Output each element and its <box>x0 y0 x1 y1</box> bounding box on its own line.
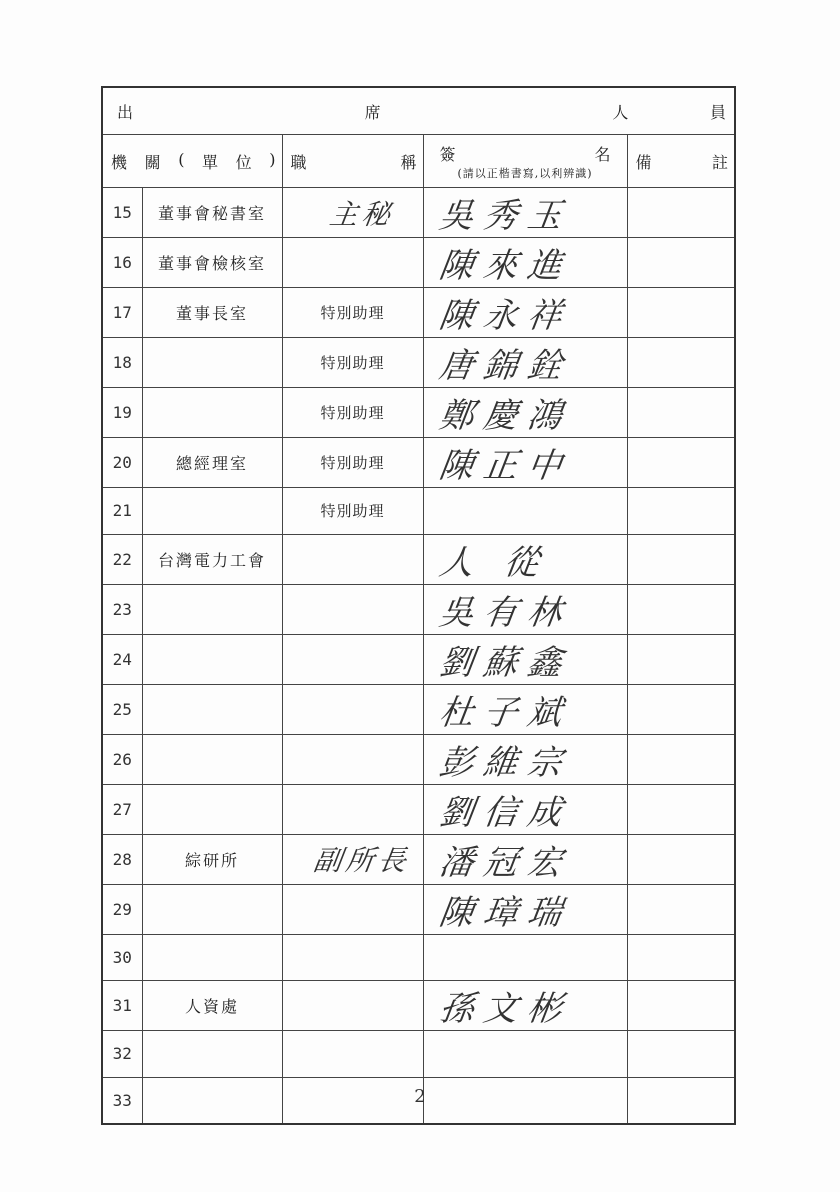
title-cell <box>282 634 423 684</box>
unit-cell <box>142 884 282 934</box>
title-cell: 特別助理 <box>282 288 423 338</box>
remark-cell <box>627 734 735 784</box>
title-header-char: 稱 <box>400 152 417 172</box>
table-row <box>102 338 735 388</box>
row-number: 25 <box>102 684 142 734</box>
table-row <box>102 584 735 634</box>
row-number: 16 <box>102 238 142 288</box>
remark-cell <box>627 388 735 438</box>
table-row <box>102 684 735 734</box>
title-cell <box>282 734 423 784</box>
unit-cell: 綜研所 <box>142 834 282 884</box>
remark-cell <box>627 784 735 834</box>
remark-cell <box>627 584 735 634</box>
signature-cell <box>423 288 627 338</box>
remark-cell <box>627 188 735 238</box>
row-number: 17 <box>102 288 142 338</box>
row-number: 15 <box>102 188 142 238</box>
remark-cell <box>627 438 735 488</box>
attendees-header-row <box>102 87 735 135</box>
unit-header-char: 機 <box>111 152 128 172</box>
remark-cell <box>627 338 735 388</box>
column-header-remark <box>627 135 735 188</box>
remark-cell <box>627 488 735 535</box>
row-number: 18 <box>102 338 142 388</box>
table-row <box>102 934 735 981</box>
unit-header-char: ( <box>178 149 185 169</box>
unit-cell <box>142 1031 282 1078</box>
table-row <box>102 238 735 288</box>
unit-cell <box>142 784 282 834</box>
row-number: 20 <box>102 438 142 488</box>
remark-header-char: 備 <box>635 152 652 172</box>
handwritten-signature: 陳正中 <box>436 446 574 486</box>
remark-cell <box>627 884 735 934</box>
column-header-signature <box>423 135 627 188</box>
handwritten-title: 副所長 <box>310 844 412 877</box>
attend-char: 出 <box>117 102 134 122</box>
title-cell: 特別助理 <box>282 488 423 535</box>
signature-cell <box>423 438 627 488</box>
unit-cell <box>142 338 282 388</box>
column-header-row <box>102 135 735 188</box>
table-row <box>102 388 735 438</box>
title-header-char: 職 <box>290 152 307 172</box>
attend-char: 人 <box>612 102 629 122</box>
title-cell: 特別助理 <box>282 438 423 488</box>
unit-cell <box>142 388 282 438</box>
signature-cell <box>423 884 627 934</box>
unit-cell <box>142 684 282 734</box>
handwritten-signature: 劉蘇鑫 <box>436 642 574 683</box>
column-header-unit <box>102 135 282 188</box>
unit-cell <box>142 488 282 535</box>
unit-header-char: 關 <box>144 152 161 172</box>
title-cell <box>282 684 423 734</box>
remark-cell <box>627 684 735 734</box>
title-cell <box>282 934 423 981</box>
signature-cell <box>423 488 627 535</box>
remark-cell <box>627 534 735 584</box>
handwritten-title: 主秘 <box>326 197 396 231</box>
signature-cell <box>423 534 627 584</box>
unit-cell <box>142 584 282 634</box>
remark-cell <box>627 238 735 288</box>
remark-cell <box>627 288 735 338</box>
signature-cell <box>423 388 627 438</box>
handwritten-signature: 潘冠宏 <box>436 842 574 883</box>
attendance-table <box>101 86 736 1125</box>
unit-cell: 總經理室 <box>142 438 282 488</box>
signature-cell <box>423 684 627 734</box>
remark-cell <box>627 981 735 1031</box>
signature-cell <box>423 634 627 684</box>
unit-cell: 董事會秘書室 <box>142 188 282 238</box>
title-cell <box>282 584 423 634</box>
row-number: 27 <box>102 784 142 834</box>
column-header-title <box>282 135 423 188</box>
row-number: 19 <box>102 388 142 438</box>
title-cell <box>282 1031 423 1078</box>
row-number: 23 <box>102 584 142 634</box>
signature-cell <box>423 584 627 634</box>
handwritten-signature: 吳有林 <box>436 592 574 633</box>
table-row <box>102 834 735 884</box>
attend-char: 席 <box>364 102 381 122</box>
unit-cell: 台灣電力工會 <box>142 534 282 584</box>
table-row <box>102 488 735 535</box>
remark-cell <box>627 834 735 884</box>
unit-header-char: 位 <box>235 152 252 172</box>
row-number: 21 <box>102 488 142 535</box>
attend-char: 員 <box>709 102 726 122</box>
handwritten-signature: 陳永祥 <box>436 296 574 336</box>
title-cell <box>282 238 423 288</box>
page-number: 2 <box>414 1086 426 1107</box>
signature-cell <box>423 1031 627 1078</box>
handwritten-signature: 杜子斌 <box>436 692 574 733</box>
remark-header-char: 註 <box>712 152 729 172</box>
unit-cell: 董事會檢核室 <box>142 238 282 288</box>
signature-cell <box>423 734 627 784</box>
row-number: 24 <box>102 634 142 684</box>
handwritten-signature: 彭維宗 <box>436 742 574 783</box>
table-row <box>102 1031 735 1078</box>
title-cell <box>282 834 423 884</box>
handwritten-signature: 孫文彬 <box>436 989 574 1029</box>
title-cell <box>282 188 423 238</box>
table-row <box>102 288 735 338</box>
handwritten-signature: 陳來進 <box>436 246 574 286</box>
handwritten-signature: 陳璋瑞 <box>436 892 574 933</box>
handwritten-signature: 劉信成 <box>436 792 574 833</box>
unit-cell: 董事長室 <box>142 288 282 338</box>
table-row <box>102 438 735 488</box>
row-number: 33 <box>102 1077 142 1124</box>
table-row <box>102 188 735 238</box>
sign-header-char: 簽 <box>439 144 456 164</box>
sign-header-char: 名 <box>594 144 611 164</box>
handwritten-signature: 唐錦銓 <box>436 346 574 386</box>
table-row <box>102 734 735 784</box>
handwritten-signature: 吳秀玉 <box>436 196 574 236</box>
signature-cell <box>423 784 627 834</box>
handwritten-signature: 人 從 <box>436 542 551 583</box>
row-number: 28 <box>102 834 142 884</box>
unit-cell: 人資處 <box>142 981 282 1031</box>
title-cell <box>282 884 423 934</box>
row-number: 31 <box>102 981 142 1031</box>
handwritten-signature: 鄭慶鴻 <box>436 396 574 436</box>
row-number: 30 <box>102 934 142 981</box>
signature-cell <box>423 338 627 388</box>
row-number: 22 <box>102 534 142 584</box>
signature-cell <box>423 934 627 981</box>
unit-header-char: ) <box>269 149 276 169</box>
signature-instruction: (請以正楷書寫,以利辨識) <box>457 166 593 180</box>
title-cell <box>282 784 423 834</box>
unit-header-char: 單 <box>202 152 219 172</box>
table-row <box>102 981 735 1031</box>
unit-cell <box>142 934 282 981</box>
table-row <box>102 534 735 584</box>
remark-cell <box>627 634 735 684</box>
table-row <box>102 884 735 934</box>
unit-cell <box>142 634 282 684</box>
attendees-header <box>102 87 735 135</box>
remark-cell <box>627 1031 735 1078</box>
title-cell <box>282 981 423 1031</box>
remark-cell <box>627 934 735 981</box>
row-number: 32 <box>102 1031 142 1078</box>
title-cell <box>282 534 423 584</box>
row-number: 26 <box>102 734 142 784</box>
table-row <box>102 784 735 834</box>
table-row <box>102 634 735 684</box>
signature-cell <box>423 188 627 238</box>
unit-cell <box>142 734 282 784</box>
row-number: 29 <box>102 884 142 934</box>
signature-cell <box>423 834 627 884</box>
title-cell: 特別助理 <box>282 338 423 388</box>
title-cell: 特別助理 <box>282 388 423 438</box>
signature-cell <box>423 238 627 288</box>
signature-cell <box>423 981 627 1031</box>
